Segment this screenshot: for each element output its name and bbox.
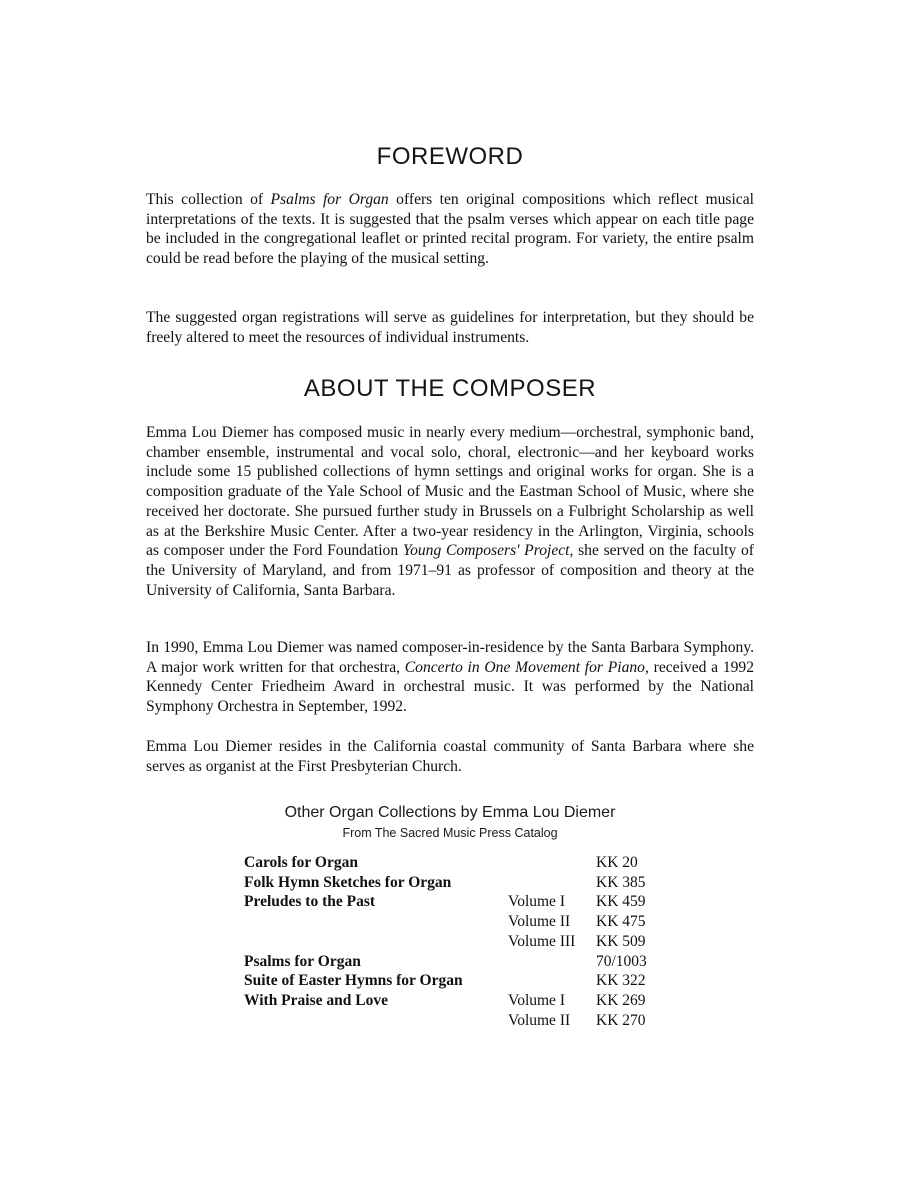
- table-row: [244, 971, 656, 991]
- collections-table: [244, 853, 656, 1030]
- table-row: [244, 892, 656, 912]
- collection-number: 70/1003: [596, 952, 647, 970]
- collection-volume: Volume II: [508, 1011, 571, 1029]
- collection-number: KK 20: [596, 854, 638, 871]
- collections-subtitle: From The Sacred Music Press Catalog: [342, 826, 558, 840]
- collection-number: KK 459: [596, 893, 646, 911]
- collection-title: With Praise and Love: [244, 991, 388, 1009]
- table-row: [244, 912, 656, 932]
- collection-number: KK 509: [596, 932, 646, 950]
- table-row: [244, 932, 656, 952]
- collections-title: Other Organ Collections by Emma Lou Diemer: [284, 804, 616, 821]
- table-row: [244, 952, 656, 972]
- collection-title: Psalms for Organ: [244, 952, 361, 970]
- collection-number: KK 270: [596, 1011, 646, 1029]
- foreword-paragraph-1: This collection of Psalms for Organ offers ten original compositions which reflect musical interpretations of the texts. It is suggested that the psalm verses which appear on each title page be included in the congregational leaflet or printed recital program. For variety, the entire psalm could be read before the playing of the musical setting.: [146, 191, 754, 268]
- table-row: [244, 853, 656, 873]
- table-row: [244, 1011, 656, 1031]
- collection-volume: Volume I: [508, 991, 565, 1009]
- about-composer-heading: ABOUT THE COMPOSER: [303, 375, 597, 402]
- collection-volume: [508, 853, 596, 873]
- about-paragraph-3: Emma Lou Diemer resides in the California coastal community of Santa Barbara where she serves as organist at the First Presbyterian Church.: [146, 738, 754, 775]
- collection-volume: Volume I: [508, 893, 565, 911]
- foreword-heading: FOREWORD: [376, 143, 524, 170]
- table-row: [244, 873, 656, 893]
- about-paragraph-2: In 1990, Emma Lou Diemer was named composer-in-residence by the Santa Barbara Symphony. A major work written for that orchestra, Concerto in One Movement for Piano, received a 1992 Kennedy Center Friedheim Award in orchestral music. It was performed by the National Symphony Orchestra in September, 1992.: [146, 639, 755, 716]
- collection-volume: Volume III: [508, 932, 576, 950]
- collection-number: KK 385: [596, 873, 646, 891]
- collection-volume: [508, 971, 596, 991]
- about-paragraph-1: Emma Lou Diemer has composed music in nearly every medium—orchestral, symphonic band, chamber ensemble, instrumental and vocal solo, choral, electronic—and her keyboard works include some 15 published collections of hymn settings and original works for organ. She is a composition graduate of the Yale School of Music and the Eastman School of Music, where she received her doctorate. She pursued further study in Brussels on a Fulbright Scholarship as well as at the Berkshire Music Center. After a two-year residency in the Arlington, Virginia, schools as composer under the Ford Foundation Young Composers' Project, she served on the faculty of the University of Maryland, and from 1971–91 as professor of composition and theory at the University of California, Santa Barbara.: [146, 424, 754, 599]
- collection-title: [244, 1011, 508, 1031]
- collection-title: Suite of Easter Hymns for Organ: [244, 972, 463, 990]
- collection-volume: [508, 952, 596, 972]
- collection-number: KK 475: [596, 913, 646, 931]
- collection-title: Carols for Organ: [244, 854, 358, 871]
- collection-volume: [508, 873, 596, 893]
- collection-title: [244, 912, 508, 932]
- collection-volume: Volume II: [508, 913, 571, 931]
- collection-title: [244, 932, 508, 952]
- collection-title: Preludes to the Past: [244, 893, 376, 911]
- foreword-paragraph-2: The suggested organ registrations will serve as guidelines for interpretation, but they should be freely altered to meet the resources of individual instruments.: [146, 309, 754, 346]
- collection-number: KK 269: [596, 991, 646, 1009]
- collection-number: KK 322: [596, 972, 646, 990]
- table-row: [244, 991, 656, 1011]
- collection-title: Folk Hymn Sketches for Organ: [244, 873, 452, 891]
